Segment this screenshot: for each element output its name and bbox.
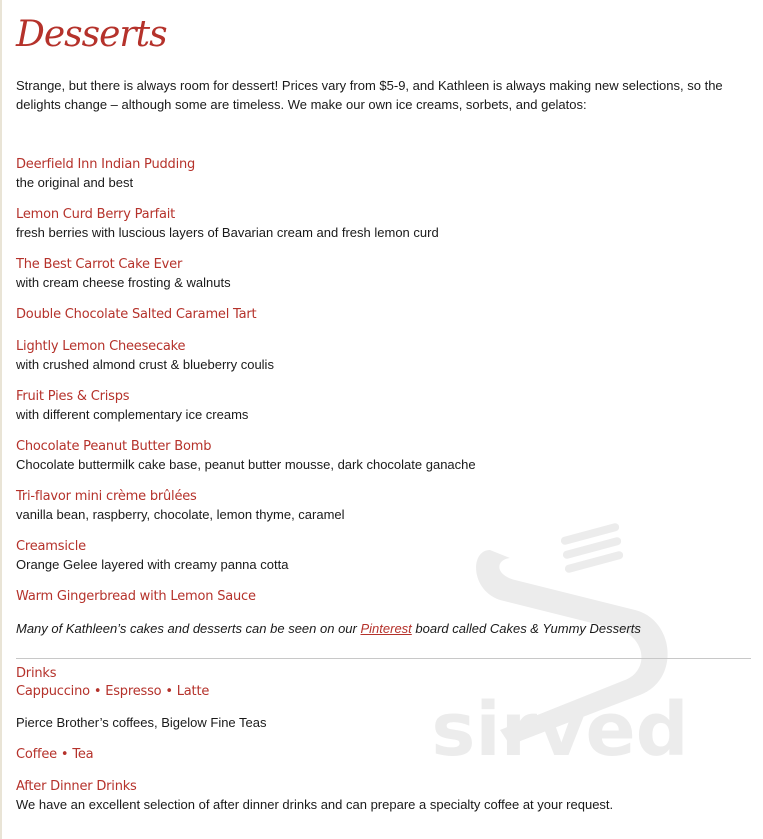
item-description: the original and best: [16, 175, 134, 190]
menu-item: [16, 206, 751, 242]
item-name: Lemon Curd Berry Parfait: [16, 207, 176, 222]
coffee-description: Pierce Brother’s coffees, Bigelow Fine Teas: [16, 715, 267, 730]
item-name: Deerfield Inn Indian Pudding: [16, 157, 196, 172]
page-title: Desserts: [16, 14, 167, 55]
intro-text: Strange, but there is always room for dessert! Prices vary from $5-9, and Kathleen is always making new selections, so the delights change – although some are timeless. We make our own ice creams, sorbets, and gelatos:: [16, 78, 723, 112]
menu-item: [16, 388, 751, 424]
after-dinner-heading: After Dinner Drinks: [16, 779, 137, 794]
item-description: vanilla bean, raspberry, chocolate, lemon thyme, caramel: [16, 507, 345, 522]
menu-item: [16, 306, 751, 324]
coffee-drinks-line: Cappuccino • Espresso • Latte: [16, 684, 210, 699]
menu-item: [16, 156, 751, 192]
note-text-after: board called Cakes & Yummy Desserts: [411, 621, 641, 636]
pinterest-link[interactable]: Pinterest: [360, 621, 412, 636]
section-divider: [16, 658, 751, 659]
menu-item: [16, 256, 751, 292]
coffee-tea: [16, 746, 751, 764]
item-description: fresh berries with luscious layers of Bavarian cream and fresh lemon curd: [16, 225, 439, 240]
item-name: The Best Carrot Cake Ever: [16, 257, 183, 272]
drinks-section: [16, 665, 751, 701]
item-name: Fruit Pies & Crisps: [16, 389, 130, 404]
item-name: Warm Gingerbread with Lemon Sauce: [16, 589, 256, 604]
menu-item: [16, 588, 751, 606]
menu-item: [16, 538, 751, 574]
pinterest-note: [16, 620, 641, 638]
item-description: Orange Gelee layered with creamy panna cotta: [16, 557, 289, 572]
item-description: with cream cheese frosting & walnuts: [16, 275, 231, 290]
after-dinner-description: We have an excellent selection of after dinner drinks and can prepare a specialty coffee at your request.: [16, 797, 614, 812]
coffee-tea-line: Coffee • Tea: [16, 747, 94, 762]
item-description: with different complementary ice creams: [16, 407, 249, 422]
left-border: [0, 0, 2, 839]
menu-item: [16, 338, 751, 374]
drinks-heading: Drinks: [16, 666, 57, 681]
menu-item: [16, 488, 751, 524]
watermark-text: sirved: [431, 687, 689, 770]
item-name: Double Chocolate Salted Caramel Tart: [16, 307, 257, 322]
item-description: Chocolate buttermilk cake base, peanut butter mousse, dark chocolate ganache: [16, 457, 476, 472]
menu-item: [16, 438, 751, 474]
drinks-description: [16, 714, 751, 732]
item-name: Tri-flavor mini crème brûlées: [16, 489, 197, 504]
after-dinner-drinks: [16, 778, 751, 814]
item-name: Creamsicle: [16, 539, 86, 554]
note-text-before: Many of Kathleen’s cakes and desserts can be seen on our: [16, 621, 361, 636]
item-description: with crushed almond crust & blueberry coulis: [16, 357, 274, 372]
item-name: Chocolate Peanut Butter Bomb: [16, 439, 212, 454]
item-name: Lightly Lemon Cheesecake: [16, 339, 186, 354]
